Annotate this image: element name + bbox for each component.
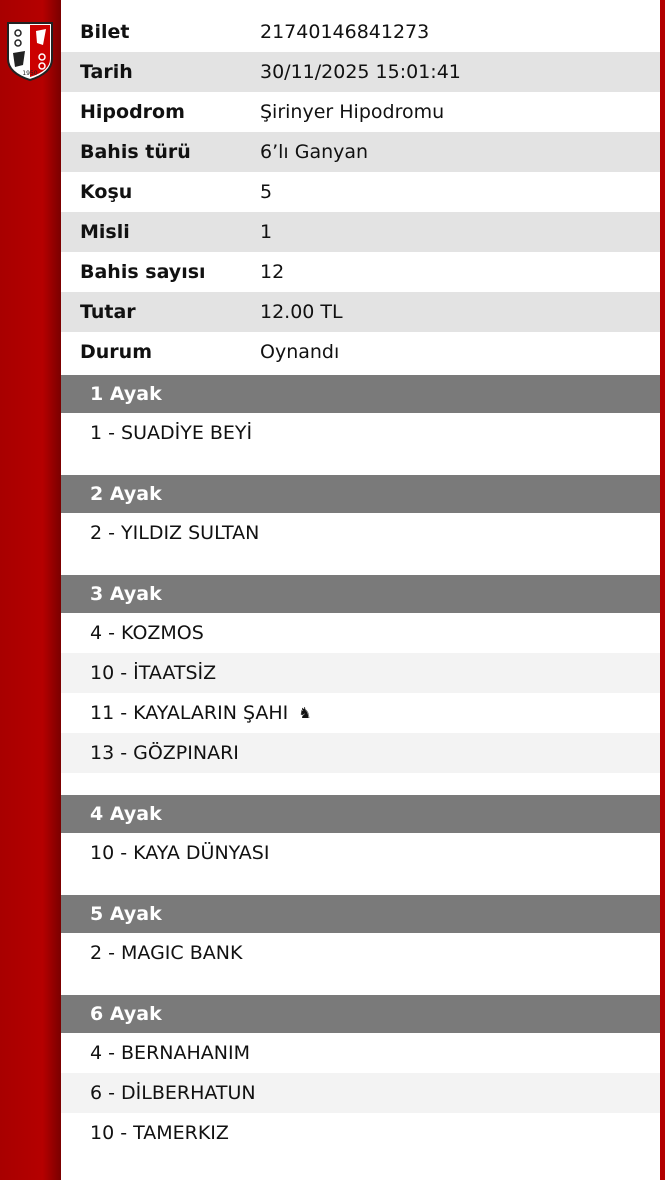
horse-selection bbox=[90, 842, 269, 864]
ticket-info-label: Bilet bbox=[80, 21, 130, 43]
leg-title: 6 Ayak bbox=[90, 1003, 162, 1025]
ticket-info-value: Oynandı bbox=[260, 341, 340, 363]
leg-title: 3 Ayak bbox=[90, 583, 162, 605]
horse-selection-row bbox=[61, 1113, 660, 1153]
horse-selection bbox=[90, 942, 242, 964]
ticket-info-row bbox=[61, 12, 660, 52]
leg-header bbox=[61, 375, 660, 413]
ticket-info-value: 12 bbox=[260, 261, 285, 283]
horse-selection-row bbox=[61, 693, 660, 733]
horse-name: 6 - DİLBERHATUN bbox=[90, 1082, 256, 1104]
ticket-info-row bbox=[61, 92, 660, 132]
ticket-info-row bbox=[61, 252, 660, 292]
horse-selection-row bbox=[61, 733, 660, 773]
logo-year: 1950 bbox=[22, 70, 38, 77]
left-brand-bar bbox=[0, 0, 61, 1180]
horse-selection-row bbox=[61, 1033, 660, 1073]
horse-selection bbox=[90, 702, 312, 724]
ticket-info-row bbox=[61, 332, 660, 372]
horse-selection bbox=[90, 522, 259, 544]
horse-selection bbox=[90, 622, 204, 644]
ticket-info-row bbox=[61, 292, 660, 332]
leg-header bbox=[61, 575, 660, 613]
horse-selection bbox=[90, 422, 252, 444]
ticket-info-label: Koşu bbox=[80, 181, 133, 203]
leg-title: 2 Ayak bbox=[90, 483, 162, 505]
horse-name: 10 - KAYA DÜNYASI bbox=[90, 842, 270, 864]
horse-selection bbox=[90, 662, 216, 684]
horse-head-icon: ♞ bbox=[298, 704, 312, 722]
ticket-info-value: 6’lı Ganyan bbox=[260, 141, 369, 163]
ticket-info-label: Bahis sayısı bbox=[80, 261, 206, 283]
horse-selection-row bbox=[61, 833, 660, 873]
leg-header bbox=[61, 895, 660, 933]
horse-selection bbox=[90, 1042, 250, 1064]
horse-selection bbox=[90, 1122, 229, 1144]
ticket-info-row bbox=[61, 132, 660, 172]
horse-selection-row bbox=[61, 613, 660, 653]
leg-header bbox=[61, 995, 660, 1033]
ticket-info-value: 1 bbox=[260, 221, 273, 243]
leg-title: 5 Ayak bbox=[90, 903, 162, 925]
horse-selection-row bbox=[61, 933, 660, 973]
horse-name: 4 - BERNAHANIM bbox=[90, 1042, 250, 1064]
ticket-info-row bbox=[61, 52, 660, 92]
leg-title: 1 Ayak bbox=[90, 383, 162, 405]
horse-name: 2 - MAGIC BANK bbox=[90, 942, 243, 964]
right-brand-bar bbox=[660, 0, 665, 1180]
horse-name: 1 - SUADİYE BEYİ bbox=[90, 422, 253, 444]
leg-header bbox=[61, 795, 660, 833]
horse-selection bbox=[90, 1082, 256, 1104]
ticket-info-value: 21740146841273 bbox=[260, 21, 430, 43]
ticket-info-value: 12.00 TL bbox=[260, 301, 343, 323]
ticket-detail-panel bbox=[61, 0, 660, 1180]
horse-name: 10 - TAMERKIZ bbox=[90, 1122, 229, 1144]
horse-name: 13 - GÖZPINARI bbox=[90, 742, 239, 764]
club-crest-icon bbox=[5, 19, 55, 81]
ticket-info-value: Şirinyer Hipodromu bbox=[260, 101, 445, 123]
ticket-info-label: Tutar bbox=[80, 301, 136, 323]
leg-title: 4 Ayak bbox=[90, 803, 162, 825]
horse-name: 10 - İTAATSİZ bbox=[90, 662, 217, 684]
horse-selection-row bbox=[61, 1073, 660, 1113]
horse-selection-row bbox=[61, 653, 660, 693]
ticket-info-label: Hipodrom bbox=[80, 101, 185, 123]
horse-selection-row bbox=[61, 413, 660, 453]
ticket-info-value: 30/11/2025 15:01:41 bbox=[260, 61, 461, 83]
ticket-info-value: 5 bbox=[260, 181, 273, 203]
horse-selection bbox=[90, 742, 239, 764]
ticket-info-row bbox=[61, 172, 660, 212]
horse-name: 4 - KOZMOS bbox=[90, 622, 204, 644]
ticket-info-label: Misli bbox=[80, 221, 130, 243]
horse-name: 11 - KAYALARIN ŞAHI bbox=[90, 702, 289, 724]
horse-name: 2 - YILDIZ SULTAN bbox=[90, 522, 260, 544]
leg-header bbox=[61, 475, 660, 513]
ticket-info-row bbox=[61, 212, 660, 252]
ticket-info-label: Bahis türü bbox=[80, 141, 191, 163]
ticket-info-label: Tarih bbox=[80, 61, 133, 83]
horse-selection-row bbox=[61, 513, 660, 553]
ticket-info-label: Durum bbox=[80, 341, 152, 363]
